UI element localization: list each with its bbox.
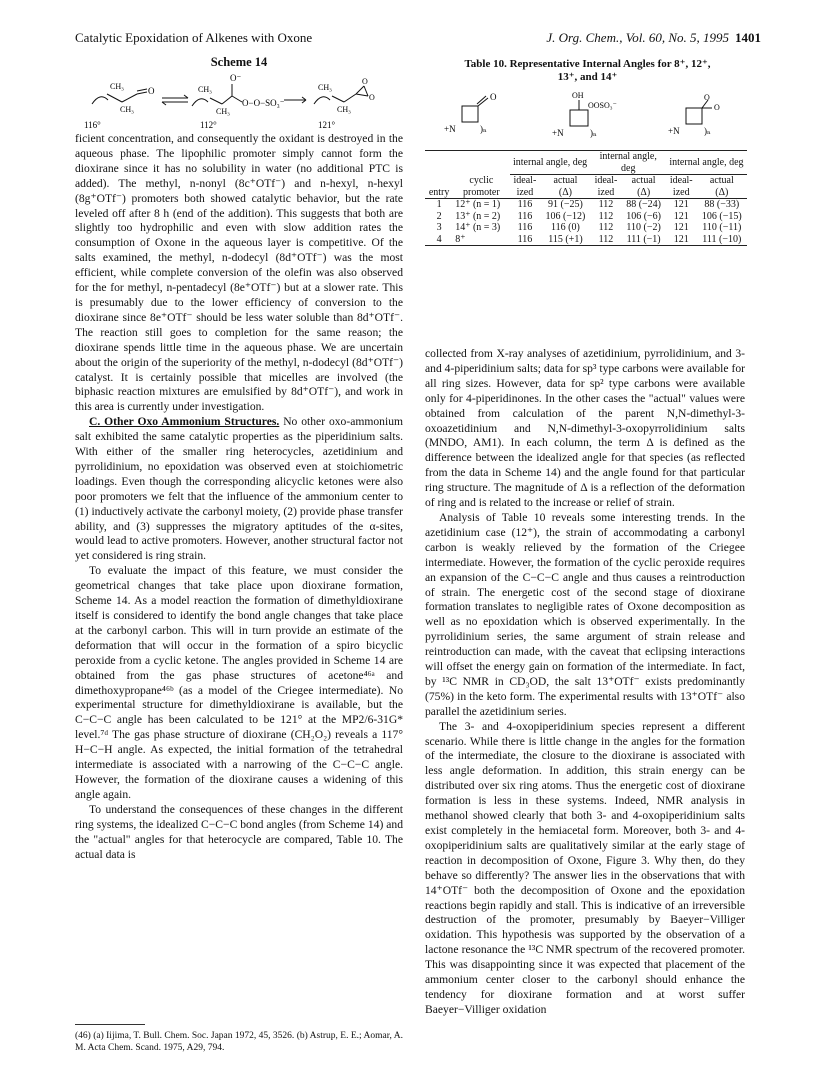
cell: 106 (−12) [545, 210, 586, 222]
col-header: ized [591, 187, 622, 199]
right-column [425, 347, 745, 1018]
cell: 88 (−33) [704, 199, 740, 210]
svg-text:)ₙ: )ₙ [480, 124, 487, 134]
svg-text:O⁻: O⁻ [230, 73, 242, 83]
table-title-line1: Table 10. Representative Internal Angles for 8⁺, 12⁺, [464, 58, 711, 70]
table-row [425, 199, 747, 211]
table-row [425, 234, 747, 246]
cell: 110 (−2) [626, 222, 661, 233]
cell: 12⁺ (n = 1) [455, 199, 501, 210]
cell: 121 [673, 210, 689, 222]
col-header: (Δ) [540, 187, 590, 199]
svg-text:+N: +N [668, 126, 680, 136]
cell: 112 [598, 222, 614, 233]
col-header: cyclic [469, 174, 494, 186]
svg-text:+N: +N [552, 128, 564, 138]
cell: 106 (−15) [701, 210, 742, 222]
cell: 88 (−24) [626, 199, 662, 210]
paragraph: collected from X-ray analyses of azetidinium, pyrrolidinium, and 3- and 4-piperidinium salts; data for sp³ type carbons were available for all ring sizes. However, data for sp² type carbons were available only for 4-piperidinones. In the other cases the "actual" values were obtained from calculation of the parent N,N-dimethyl-3-oxoazetidinium and N,N-dimethyl-3-oxopyrrolidinium salts (MNDO, AM1). In each column, the term Δ is defined as the difference between the idealized angle for that species (as reflected from the data in Scheme 14) and the angle found for that particular ring structure. The magnitude of Δ is a reflection of the deformation of ring and is related to the increase or relief of strain. [425, 347, 745, 510]
paragraph: To understand the consequences of these changes in the different ring systems, the idealized C−C−C bond angles (from Scheme 14) and the "actual" angles for that heterocycle are compared, Table 10. The actual data is [75, 802, 403, 861]
cell: 111 (−10) [697, 234, 747, 246]
col-header: ideal- [591, 175, 622, 187]
col-header: ideal- [666, 175, 697, 187]
svg-text:O: O [490, 92, 497, 102]
col-header: ized [510, 187, 541, 199]
svg-text:CH₃: CH₃ [318, 83, 332, 92]
cell: 91 (−25) [548, 199, 583, 210]
paragraph: To evaluate the impact of this feature, we must consider the geometrical changes that take place upon dioxirane formation, Scheme 14. As a model reaction the formation of dimethyldioxirane itself is considered to identify the bond angle changes that take place at the carbonyl carbon. This will in turn provide an estimate of the deformation that will occur in the formation of a spiro bicyclic peroxide from a cyclic ketone. The angles provided in Scheme 14 are obtained from the gas phase structures of acetone⁴⁶ᵃ and dimethoxypropane⁴⁶ᵇ (as a model of the Criegee intermediate). No experimental structure for dimethyldioxirane is available, but the C−C−C angle has been calculated to be 121° at the MP2/6-31G* level.⁷ᵈ The gas phase structure of dioxirane (CH₂O₂) reveals a 117° H−C−H angle. As expected, the initial formation of the tetrahedral intermediate is associated with a narrowing of the C−C−C angle. However, the formation of the dioxirane causes a widening of this angle again. [75, 564, 403, 801]
col-header: actual [621, 175, 666, 187]
cell: 1 [436, 199, 442, 210]
paragraph: The 3- and 4-oxopiperidinium species represent a different scenario. While there is little change in the angles for the formation of the intermediate, the closure to the dioxirane is associated with less angle deformation. In addition, this strain energy can be distributed over six ring atoms. Thus the energetic cost of dioxirane formation is less in these systems. Indeed, NMR analysis in methanol showed clearly that both 3- and 4-oxopiperidinium salts exist completely in the hemiacetal form. Moreover, both 3- and 4-oxopiperidinium salts are qualitatively similar at the early stage of reaction in decomposition of Oxone, Figure 3. Why then, do they behave so differently? The answer lies in the observations that with 14⁺OTf⁻ both the decomposition of Oxone and the epoxidation reactions begin rapidly and stall. This is indicative of an irreversible destruction of the promoter, presumably by Baeyer−Villiger oxidation. This hypothesis was supported by the observation of a lactone resonance the ¹³C NMR spectrum of the recovered promoter. This was disappointing since it was expected that placement of the ammonium center closer to the carbonyl should enhance the tendency for dioxirane formation and at worst suffer Baeyer−Villiger oxidation [425, 719, 745, 1016]
cell: 3 [436, 222, 442, 233]
svg-text:)ₙ: )ₙ [590, 128, 597, 138]
svg-text:O: O [362, 77, 368, 86]
col-header: ideal- [510, 175, 541, 187]
page-number: 1401 [735, 30, 761, 45]
ring-structures [440, 92, 740, 142]
cell: 116 [517, 199, 533, 210]
paragraph: ficient concentration, and consequently the oxidant is destroyed in the aqueous phase. The lipophilic promoter simply cannot form the dioxirane since it has no solubility in water (no additional PTC is added). The methyl, n-nonyl (8c⁺OTf⁻) and n-hexyl, n-hexyl (8g⁺OTf⁻) promoters both showed catalytic behavior, but the rate leveled off after 8 h (end of the addition). This suggests that both are slightly too hydrophilic and even with slow addition rates the consumption of Oxone in the aqueous layer is competitive. Of the salts examined, the methyl, n-dodecyl (8d⁺OTf⁻) was the most efficient, while complete conversion of the olefin was also observed for the for methyl, n-pentadecyl (8e⁺OTf⁻) but at a slower rate. This is presumably due to the lower efficiency of conversion to the dioxirane since 8e⁺OTf⁻ should be less water soluble than 8d⁺OTf⁻. The reaction still goes to completion for the same reason; the dioxirane spends little time in the aqueous phase. We are uncertain about the origin of the superiority of the methyl, n-dodecyl (8d⁺OTf⁻) catalyst. It is certainly possible that micelles are involved (the biphasic reaction mixtures are emulsified by 8d⁺OTf⁻), and work in this area is currently under investigation. [75, 132, 403, 414]
cell: 121 [666, 234, 697, 246]
cell: 112 [591, 234, 622, 246]
col-header: ized [666, 187, 697, 199]
left-column [75, 132, 403, 862]
group-header: internal angle, deg [510, 151, 591, 175]
svg-text:O: O [148, 86, 155, 96]
cell: 112 [598, 199, 614, 210]
cell: 116 [517, 222, 533, 233]
col-header: actual [697, 175, 747, 187]
cell: 13⁺ (n = 2) [455, 210, 501, 222]
cell: 115 (+1) [540, 234, 590, 246]
cell: 112 [598, 210, 614, 222]
journal-name: J. Org. Chem., Vol. 60, No. 5, 1995 [546, 30, 729, 45]
svg-text:+N: +N [444, 124, 456, 134]
angle-label: 121° [318, 120, 336, 130]
footnote: (46) (a) Iijima, T. Bull. Chem. Soc. Japan 1972, 45, 3526. (b) Astrup, E. E.; Aomar, A. M. Acta Chem. Scand. 1975, A29, 794. [75, 1031, 403, 1053]
paragraph-text: No other oxo-ammonium salt exhibited the same catalytic properties as the piperidinium salts. With either of the smaller ring heterocycles, azetidinium and pyrrolidinium, no epoxidation was observed even at stoichiometric loadings. Even though the corresponding alicyclic ketones were also poor promoters we felt that the influence of the ammonium center to (1) inductively activate the carbonyl moiety, (2) provide phase transfer ability, and (3) suppresses the migratory aptitudes of the α-sites, would lead to active promoters. However, another structural factor not yet considered is ring strain. [75, 415, 404, 563]
svg-text:CH₃: CH₃ [120, 105, 134, 114]
col-header: (Δ) [697, 187, 747, 199]
table-title [430, 58, 745, 84]
angles-table [425, 150, 747, 246]
col-header: (Δ) [621, 187, 666, 199]
svg-text:O−O−SO₃⁻: O−O−SO₃⁻ [242, 98, 285, 108]
cell: 110 (−11) [702, 222, 742, 233]
paragraph: Analysis of Table 10 reveals some interesting trends. In the azetidinium case (12⁺), the strain of accommodating a carbonyl carbon is weakly relieved by the formation of the Criegee intermediate. However, the formation of the cyclic peroxide requires an expansion of the C−C−C angle and thus causes a reintroduction of strain. The energetic cost of the second stage of dioxirane formation translates to negligible rates of Oxone decomposition as well as no epoxidation which is observed experimentally. In the pyrrolidinium series, the same argument of strain release and reintroduction can made, with the caveat that eclipsing interactions will offset the energy gain on formation of the intermediate. In fact, by ¹³C NMR in CD₃OD, the salt 13⁺OTf⁻ exists predominantly (75%) in the keto form. The experimental results with 13⁺OTf⁻ also parallel the azetidinium series. [425, 510, 745, 718]
cell: 116 [510, 234, 541, 246]
cell: 121 [673, 199, 689, 210]
cell: 8⁺ [453, 234, 509, 246]
scheme-14-diagram [82, 72, 402, 132]
table-title-line2: 13⁺, and 14⁺ [557, 71, 618, 83]
svg-text:)ₙ: )ₙ [704, 126, 711, 136]
col-header: actual [540, 175, 590, 187]
svg-text:O: O [704, 93, 710, 102]
cell: 106 (−6) [626, 210, 662, 222]
svg-text:OOSO₃⁻: OOSO₃⁻ [588, 101, 617, 110]
journal-citation [546, 30, 761, 46]
scheme-title: Scheme 14 [210, 55, 268, 69]
svg-text:CH₃: CH₃ [110, 82, 124, 91]
cell: 14⁺ (n = 3) [455, 222, 501, 233]
group-header: internal angle, deg [666, 151, 747, 175]
col-header: entry [425, 187, 453, 199]
svg-text:CH₃: CH₃ [216, 107, 230, 116]
table-row [425, 222, 747, 234]
cell: 116 (0) [551, 222, 580, 233]
cell: 4 [425, 234, 453, 246]
svg-text:O: O [714, 103, 720, 112]
paragraph [75, 415, 403, 564]
col-header: promoter [453, 187, 509, 199]
svg-text:CH₃: CH₃ [198, 85, 212, 94]
angle-label: 116° [84, 120, 101, 130]
footnote-divider [75, 1024, 145, 1025]
svg-text:OH: OH [572, 92, 584, 100]
running-header: Catalytic Epoxidation of Alkenes with Oxone [75, 30, 313, 45]
group-header: internal angle, deg [591, 151, 666, 175]
svg-text:CH₃: CH₃ [337, 105, 351, 114]
acetone-structure [92, 89, 147, 104]
cell: 121 [673, 222, 689, 233]
angle-label: 112° [200, 120, 217, 130]
cell: 116 [517, 210, 533, 222]
section-heading: C. Other Oxo Ammonium Structures. [89, 415, 280, 429]
cell: 2 [436, 210, 442, 222]
svg-text:O: O [369, 93, 375, 102]
cell: 111 (−1) [621, 234, 666, 246]
table-row [425, 211, 747, 223]
